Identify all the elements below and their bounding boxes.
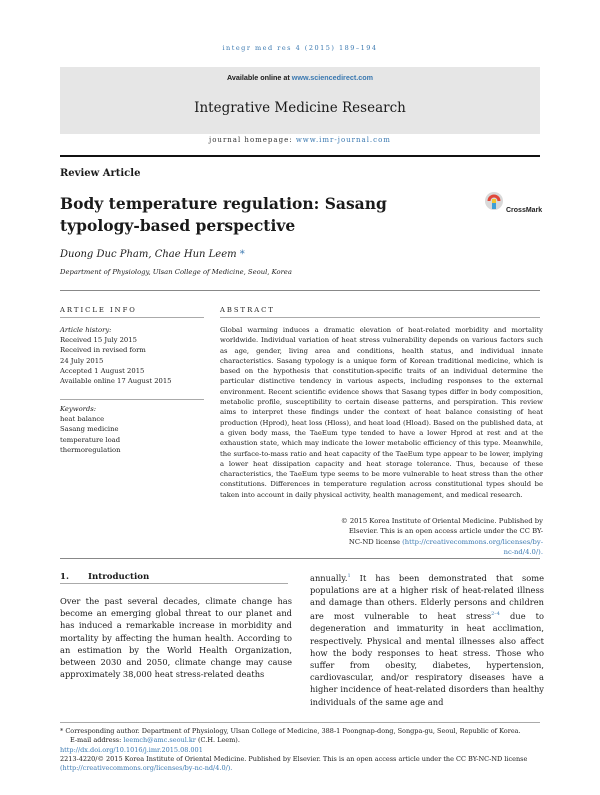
- info-rule: [60, 317, 204, 318]
- footnote-rule: [60, 722, 540, 723]
- keyword: temperature load: [60, 435, 121, 444]
- corresponding-mark[interactable]: *: [239, 249, 245, 260]
- article-info-heading: ARTICLE INFO: [60, 306, 137, 314]
- article-type: Review Article: [60, 168, 141, 179]
- body-rule: [60, 558, 540, 559]
- abstract-rule: [220, 317, 540, 318]
- email-suffix: (C.H. Leem).: [197, 736, 240, 745]
- issn-line: 2213-4220/© 2015 Korea Institute of Oriental Medicine. Published by Elsevier. This is an open access article under the CC BY-NC-ND license: [60, 754, 528, 763]
- body-column-left: Over the past several decades, climate change has become an emerging global threat to our planet and has induced a remarkable increase in morbidity and mortality by affecting the human health. According to an estimation by the World Health Organization, between 2030 and 2050, climate change may cause approximately 38,000 heat stress-related deaths: [60, 596, 292, 680]
- col2-text: due to degeneration and immaturity in heat acclimation, respectively. Physical and mental illnesses also affect how the body responses to heat stress. Those who suffer from obesity, diabetes, hypertension, cardiovascular, and/or respiratory diseases have a higher incidence of heat-related disorders than healthy individuals of the same age and: [310, 611, 544, 707]
- journal-title: Integrative Medicine Research: [194, 100, 406, 116]
- article-title: Body temperature regulation: Sasang typology-based perspective: [60, 194, 387, 235]
- keywords-rule: [60, 399, 204, 400]
- history-line: 24 July 2015: [60, 356, 104, 365]
- doi-link[interactable]: http://dx.doi.org/10.1016/j.imr.2015.08.001: [60, 745, 203, 754]
- history-label: Article history:: [60, 326, 112, 334]
- keyword: Sasang medicine: [60, 425, 119, 434]
- keyword: thermoregulation: [60, 445, 121, 454]
- col2-text: annually.: [310, 572, 348, 583]
- homepage-label: journal homepage:: [209, 136, 293, 144]
- abstract-heading: ABSTRACT: [220, 306, 275, 314]
- history-line: Accepted 1 August 2015: [60, 366, 145, 375]
- affiliation: Department of Physiology, Ulsan College of Medicine, Seoul, Korea: [60, 268, 292, 276]
- header-rule: [60, 155, 540, 157]
- section-rule: [60, 290, 540, 291]
- col2-text: It has been demonstrated that some populations are at a higher risk of heat-related illness and damage than others. Elderly persons and children are most vulnerable to heat stress: [310, 572, 544, 622]
- authors: [60, 249, 245, 260]
- corresponding-author: * Corresponding author. Department of Physiology, Ulsan College of Medicine, 388-1 Poongnap-dong, Songpa-gu, Seoul, Republic of Korea.: [60, 727, 521, 735]
- section-heading: [60, 572, 149, 582]
- section-number: 1.: [60, 572, 69, 582]
- history-line: Available online 17 August 2015: [60, 377, 172, 386]
- license-link[interactable]: (http://creativecommons.org/licenses/by-nc-nd/4.0/).: [402, 537, 543, 556]
- article-history: [60, 325, 210, 386]
- email-label: E-mail address:: [70, 736, 122, 745]
- reference-link[interactable]: 2–4: [491, 611, 500, 618]
- email-line: [60, 736, 550, 745]
- homepage-link[interactable]: www.imr-journal.com: [295, 136, 391, 144]
- history-line: Received in revised form: [60, 346, 146, 355]
- available-online: [60, 73, 540, 82]
- keywords: [60, 404, 210, 455]
- journal-homepage: [60, 136, 540, 144]
- history-line: Received 15 July 2015: [60, 336, 137, 345]
- email-link[interactable]: leemch@amc.seoul.kr: [123, 736, 196, 745]
- section-title: Introduction: [88, 572, 150, 582]
- keyword: heat balance: [60, 415, 105, 424]
- section-heading-rule: [60, 583, 288, 584]
- reference-link[interactable]: 1: [347, 573, 351, 579]
- abstract-copyright: [340, 516, 543, 557]
- available-prefix: Available online at: [226, 73, 290, 82]
- keywords-label: Keywords:: [60, 405, 97, 413]
- copyright-text: © 2015 Korea Institute of Oriental Medicine. Published by Elsevier. This is an open access article under the CC BY-NC-ND license: [340, 517, 543, 546]
- crossmark-label[interactable]: CrossMark: [506, 207, 543, 214]
- abstract-text: Global warming induces a dramatic elevation of heat-related morbidity and mortality worldwide. Individual variation of heat stress vulnerability depends on various factors such as age, gender, living area and conditions, health status, and individual innate characteristics. Sasang typology is a unique form of Korean traditional medicine, which is based on the hypothesis that constitution-specific traits of an individual determine the particular distinctive tendency in various aspects, including responses to the external environment. Recent scientific evidence shows that Sasang types differ in body composition, metabolic profile, susceptibility to certain disease patterns, and perspiration. This review aims to interpret these findings under the context of heat balance consisting of heat production (Hprod), heat loss (Hloss), and heat load (Hload). Based on the published data, at a given body mass, the TaeEum type tended to have a lower Hprod at rest and at the exhaustion state, which may indicate the lower metabolic efficiency of this type. Meanwhile, the surface-to-mass ratio and heat capacity of the TaeEum type appear to be lower, implying a lower heat dissipation capacity and heat storage tolerance. Thus, because of these characteristics, the TaeEum type seems to be more vulnerable to heat stress than the other constitutions. Differences in temperature regulation across constitutional types should be taken into account in daily physical activity, health management, and medical research.: [220, 326, 543, 499]
- author-names: Duong Duc Pham, Chae Hun Leem: [60, 249, 237, 260]
- footer-license-link[interactable]: (http://creativecommons.org/licenses/by-nc-nd/4.0/).: [60, 764, 233, 773]
- footnotes: [60, 727, 550, 773]
- running-head: integr med res 4 (2015) 189–194: [222, 44, 378, 52]
- sciencedirect-link[interactable]: www.sciencedirect.com: [291, 73, 374, 82]
- body-column-right: [310, 570, 544, 708]
